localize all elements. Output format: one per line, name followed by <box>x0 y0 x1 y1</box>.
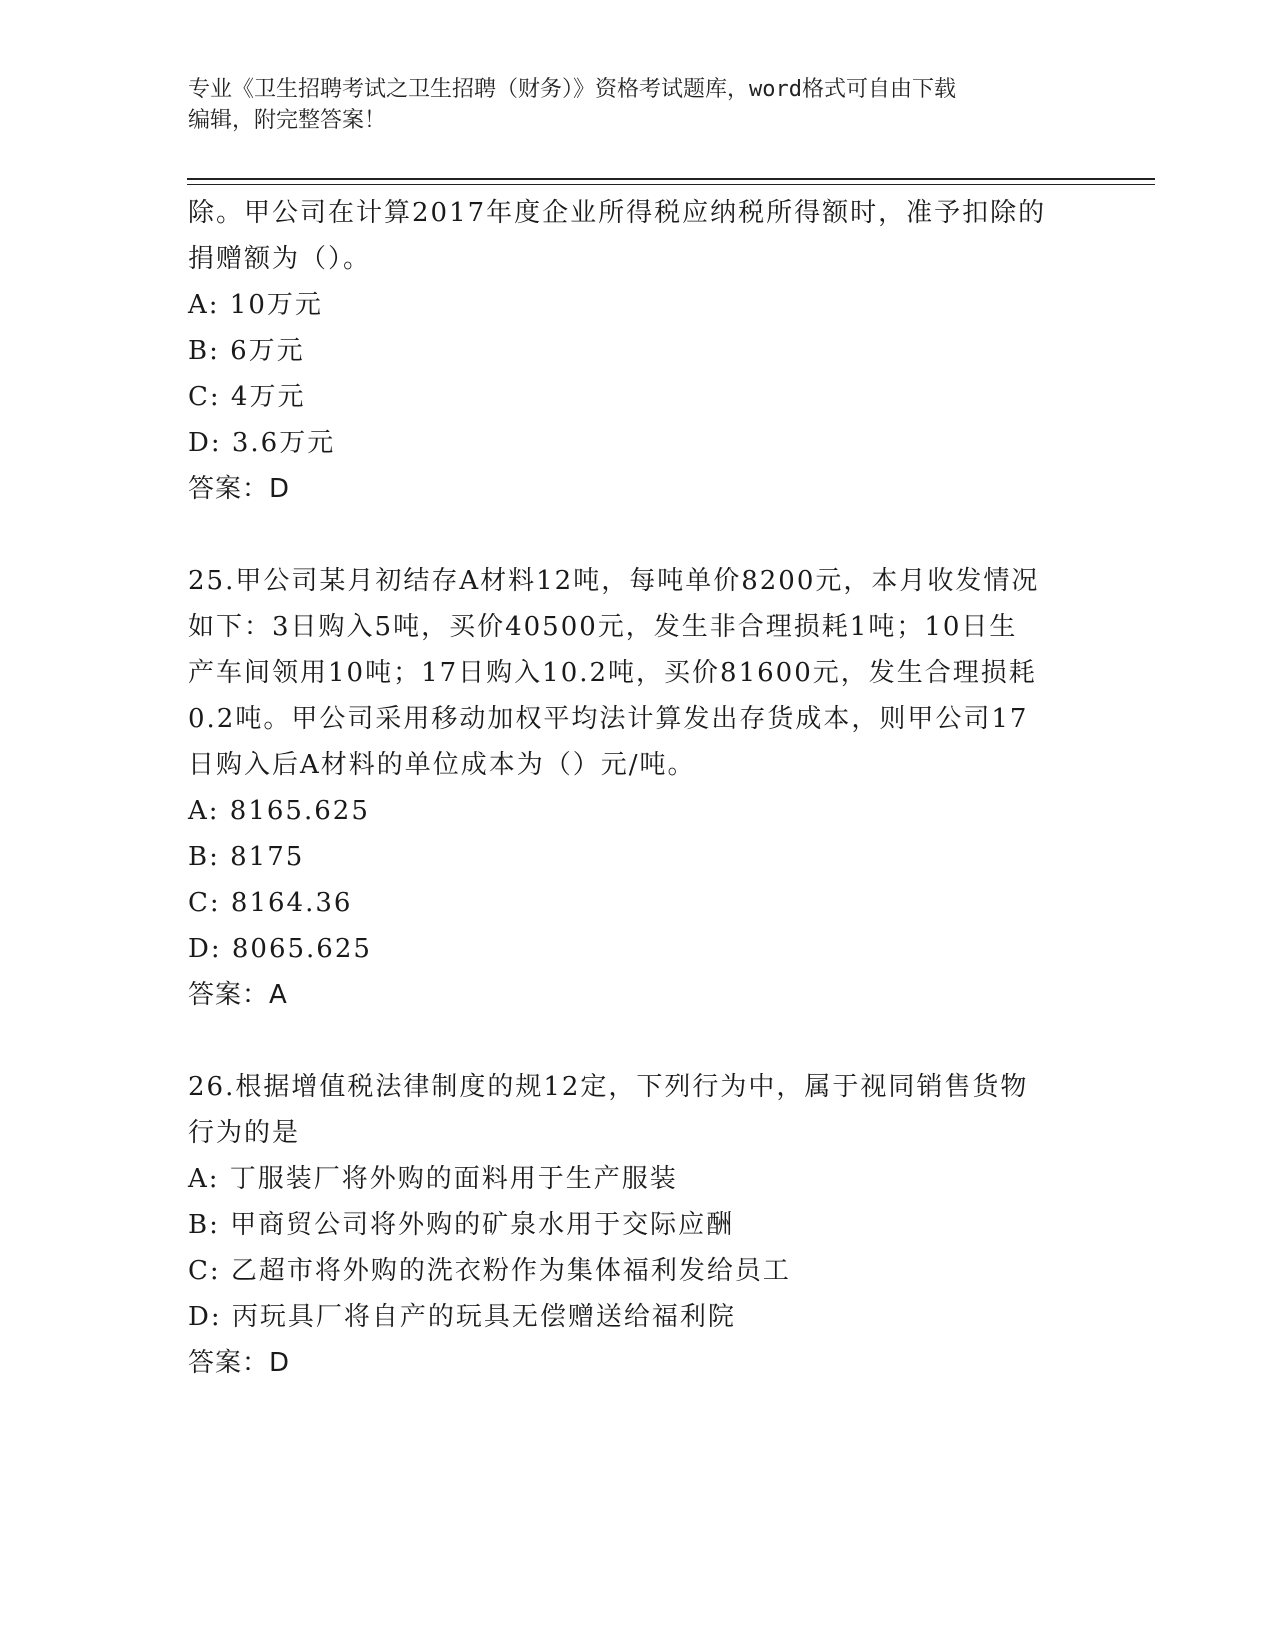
option-b: B: 6万元 <box>188 336 305 366</box>
document-body <box>188 190 1088 1386</box>
option-d: D: 3.6万元 <box>188 428 336 458</box>
question-text-line: 除。甲公司在计算2017年度企业所得税应纳税所得额时，准予扣除的 <box>188 198 1047 228</box>
answer-line: 答案：A <box>188 980 288 1010</box>
header-divider-thick <box>187 178 1155 180</box>
option-a: A: 8165.625 <box>188 796 370 826</box>
question-text-line: 捐赠额为（）。 <box>188 244 372 274</box>
question-26 <box>188 1064 1088 1386</box>
option-b: B: 8175 <box>188 842 305 872</box>
question-text-line: 产车间领用10吨；17日购入10.2吨，买价81600元，发生合理损耗 <box>188 658 1037 688</box>
question-24 <box>188 190 1088 512</box>
question-text-line: 日购入后A材料的单位成本为（）元/吨。 <box>188 750 696 780</box>
question-text-line: 行为的是 <box>188 1118 301 1148</box>
answer-line: 答案：D <box>188 1348 291 1378</box>
option-d: D: 8065.625 <box>188 934 372 964</box>
option-d: D: 丙玩具厂将自产的玩具无偿赠送给福利院 <box>188 1302 736 1332</box>
option-a: A: 10万元 <box>188 290 323 320</box>
option-c: C: 4万元 <box>188 382 306 412</box>
answer-line: 答案：D <box>188 474 291 504</box>
option-c: C: 8164.36 <box>188 888 353 918</box>
option-c: C: 乙超市将外购的洗衣粉作为集体福利发给员工 <box>188 1256 791 1286</box>
question-text-line: 26.根据增值税法律制度的规12定，下列行为中，属于视同销售货物 <box>188 1072 1029 1102</box>
question-text-line: 0.2吨。甲公司采用移动加权平均法计算发出存货成本，则甲公司17 <box>188 704 1029 734</box>
question-text-line: 25.甲公司某月初结存A材料12吨，每吨单价8200元，本月收发情况 <box>188 566 1040 596</box>
header-line-2: 编辑，附完整答案！ <box>188 108 387 133</box>
option-b: B: 甲商贸公司将外购的矿泉水用于交际应酬 <box>188 1210 735 1240</box>
page-header <box>188 74 1088 136</box>
header-line-1: 专业《卫生招聘考试之卫生招聘（财务）》资格考试题库，word格式可自由下载 <box>188 77 956 102</box>
question-text-line: 如下：3日购入5吨，买价40500元，发生非合理损耗1吨；10日生 <box>188 612 1018 642</box>
option-a: A: 丁服装厂将外购的面料用于生产服装 <box>188 1164 678 1194</box>
question-25 <box>188 558 1088 1018</box>
header-divider-thin <box>187 184 1155 185</box>
